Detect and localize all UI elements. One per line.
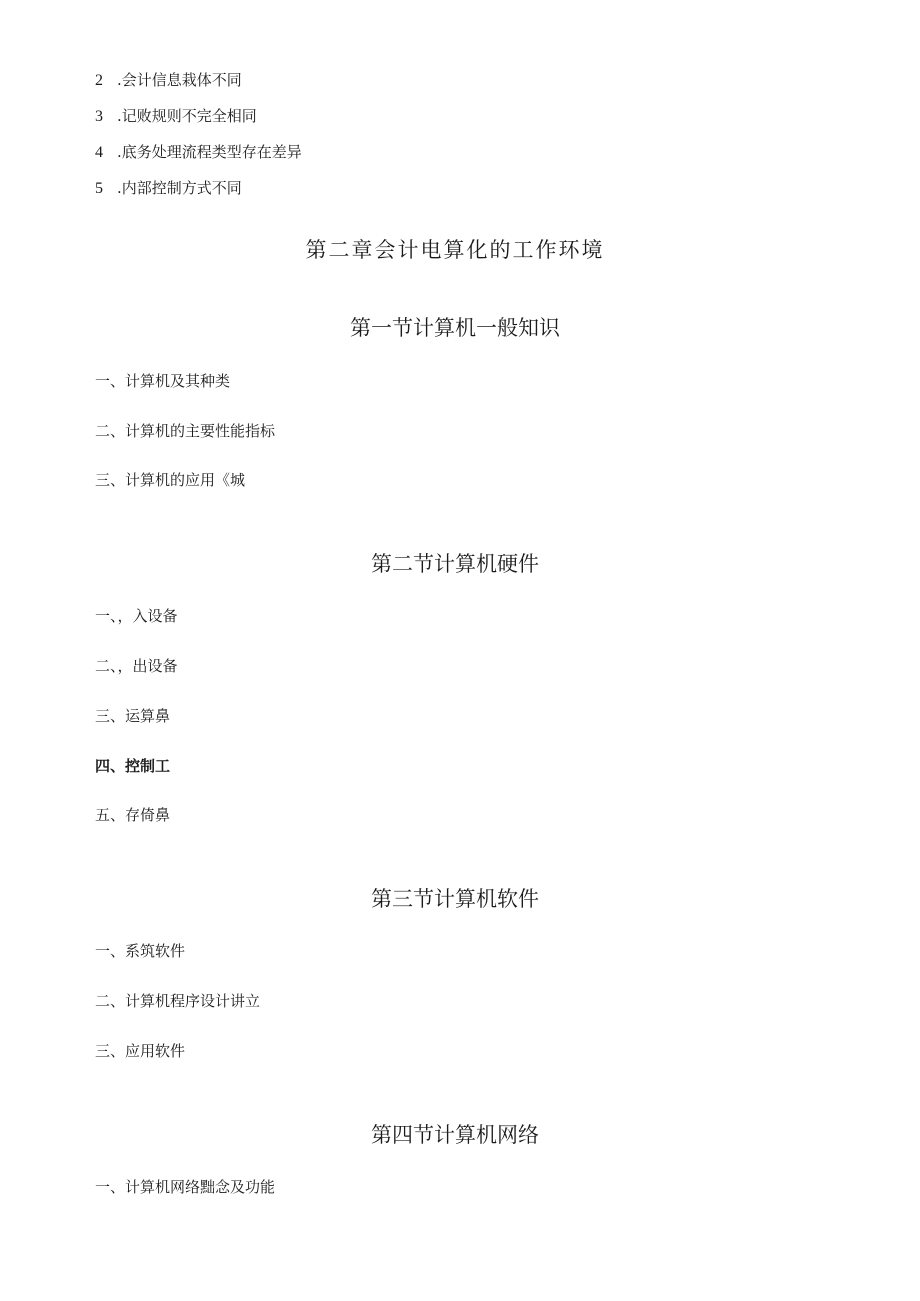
- outline-item: 二、，出设备: [95, 657, 178, 675]
- list-item-number: 4: [95, 144, 103, 161]
- list-item-number: 2: [95, 72, 103, 89]
- list-item: [95, 178, 242, 199]
- outline-item: 一、计算机及其种类: [95, 372, 231, 390]
- section-title: 第一节计算机一般知识: [350, 316, 560, 340]
- list-item-number: 3: [95, 108, 103, 125]
- list-item-text: .会计信息栽体不同: [117, 71, 242, 89]
- outline-item: 五、存倚鼻: [95, 806, 171, 824]
- list-item-text: .内部控制方式不同: [117, 179, 242, 197]
- section-title: 第三节计算机软件: [371, 887, 539, 911]
- outline-item: 四、控制工: [95, 757, 171, 775]
- list-item: [95, 142, 302, 163]
- list-item-text: .记败规则不完全相同: [117, 107, 257, 125]
- section-title: 第二节计算机硬件: [371, 552, 539, 576]
- list-item-number: 5: [95, 180, 103, 197]
- outline-item: 一、，入设备: [95, 607, 178, 625]
- outline-item: 三、计算机的应用《城: [95, 471, 246, 489]
- section-title: 第四节计算机网络: [371, 1123, 539, 1147]
- list-item-text: .底务处理流程类型存在差异: [117, 143, 302, 161]
- chapter-title: 第二章会计电算化的工作环境: [305, 238, 605, 262]
- outline-item: 三、应用软件: [95, 1042, 186, 1060]
- outline-item: 二、计算机的主要性能指标: [95, 422, 276, 440]
- outline-item: 三、运算鼻: [95, 707, 171, 725]
- list-item: [95, 70, 242, 91]
- list-item: [95, 106, 257, 127]
- outline-item: 二、计算机程序设计讲立: [95, 992, 261, 1010]
- outline-item: 一、计算机网络黜念及功能: [95, 1178, 276, 1196]
- outline-item: 一、系筑软件: [95, 942, 186, 960]
